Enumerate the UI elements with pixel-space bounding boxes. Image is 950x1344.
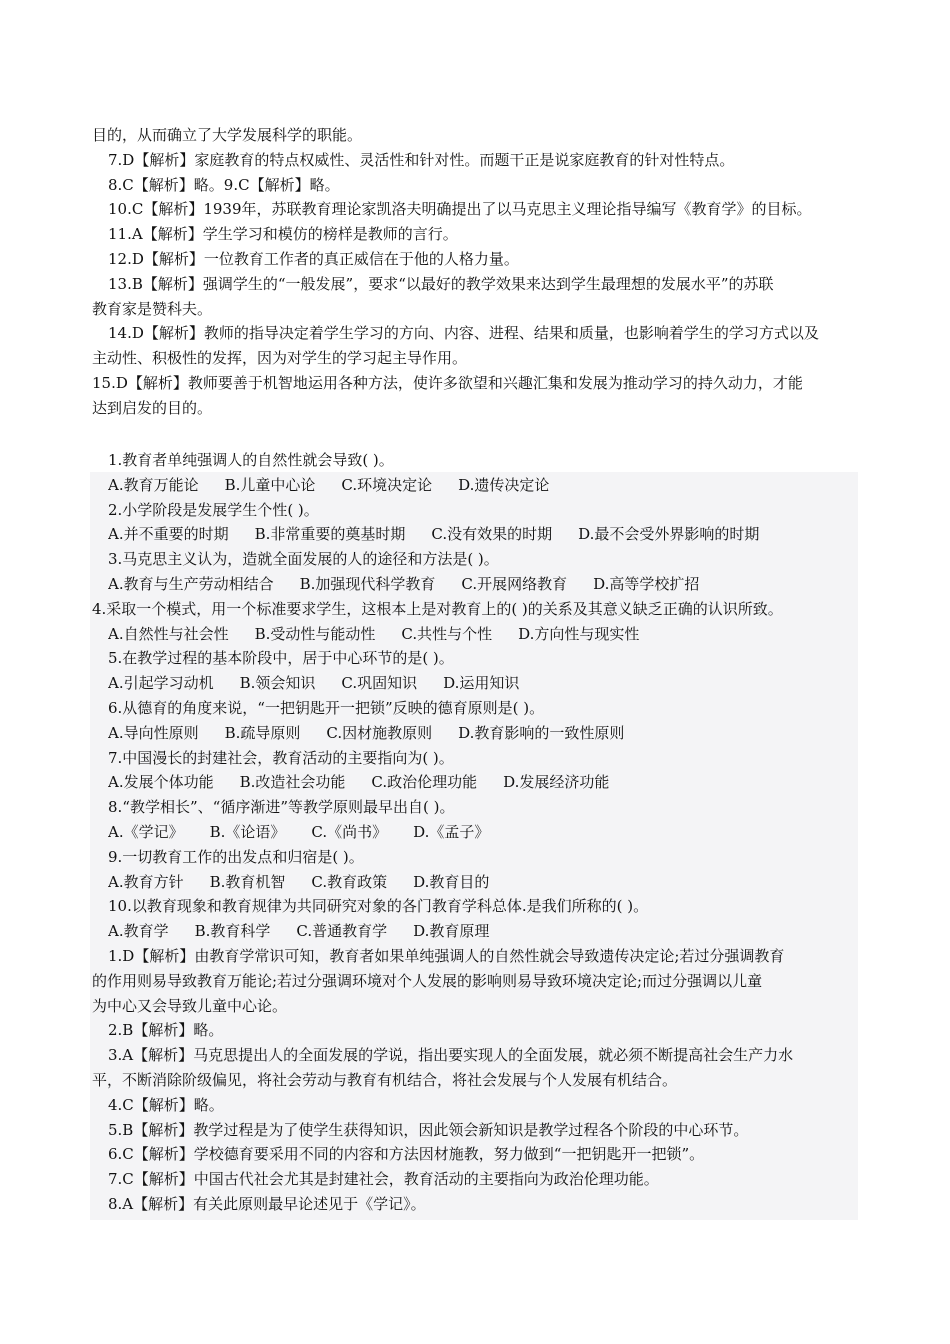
answer-line-top-6: 13.B【解析】强调学生的“一般发展”，要求“以最好的教学效果来达到学生最理想的发展水平”的苏联 (108, 275, 774, 293)
answer-line-top-8: 14.D【解析】教师的指导决定着学生学习的方向、内容、进程、结果和质量，也影响着学生的学习方式以及 (108, 324, 819, 342)
option-B: B.教育科学 (194, 922, 271, 940)
option-B: B.疏导原则 (224, 724, 301, 742)
option-B: B.加强现代科学教育 (299, 575, 436, 593)
option-A: A.教育学 (108, 922, 169, 940)
answer-line-bottom-10: 8.A【解析】有关此原则最早论述见于《学记》。 (108, 1195, 426, 1213)
answer-line-top-4: 11.A【解析】学生学习和模仿的榜样是教师的言行。 (108, 225, 458, 243)
answer-line-bottom-0: 1.D【解析】由教育学常识可知，教育者如果单纯强调人的自然性就会导致遗传决定论;若过分强调教育 (108, 947, 785, 965)
option-C: C.《尚书》 (311, 823, 388, 841)
option-C: C.政治伦理功能 (371, 773, 478, 791)
answer-line-top-2: 8.C【解析】略。9.C【解析】略。 (108, 176, 340, 194)
option-C: C.因材施教原则 (326, 724, 433, 742)
question-2-options (108, 522, 860, 546)
question-4: 4.采取一个模式，用一个标准要求学生，这根本上是对教育上的( )的关系及其意义缺乏正确的认识所致。 (92, 600, 783, 618)
option-B: B.非常重要的奠基时期 (254, 525, 406, 543)
answer-line-top-3: 10.C【解析】1939年，苏联教育理论家凯洛夫明确提出了以马克思主义理论指导编写《教育学》的目标。 (108, 200, 812, 218)
answer-line-bottom-7: 5.B【解析】教学过程是为了使学生获得知识，因此领会新知识是教学过程各个阶段的中心环节。 (108, 1121, 749, 1139)
question-6: 6.从德育的角度来说，“一把钥匙开一把锁”反映的德育原则是( )。 (108, 699, 545, 717)
option-A: A.引起学习动机 (108, 674, 214, 692)
answer-line-top-11: 达到启发的目的。 (92, 399, 213, 417)
option-B: B.改造社会功能 (239, 773, 346, 791)
answer-line-top-5: 12.D【解析】一位教育工作者的真正威信在于他的人格力量。 (108, 250, 519, 268)
question-9: 9.一切教育工作的出发点和归宿是( )。 (108, 848, 364, 866)
option-D: D.教育影响的一致性原则 (458, 724, 625, 742)
question-1: 1.教育者单纯强调人的自然性就会导致( )。 (108, 451, 394, 469)
option-D: D.运用知识 (443, 674, 520, 692)
question-5: 5.在教学过程的基本阶段中，居于中心环节的是( )。 (108, 649, 454, 667)
answer-line-top-7: 教育家是赞科夫。 (92, 300, 213, 318)
option-A: A.并不重要的时期 (108, 525, 229, 543)
option-C: C.没有效果的时期 (431, 525, 553, 543)
option-A: A.教育方针 (108, 873, 184, 891)
option-B: B.领会知识 (239, 674, 316, 692)
answer-line-bottom-5: 平，不断消除阶级偏见，将社会劳动与教育有机结合，将社会发展与个人发展有机结合。 (92, 1071, 678, 1089)
option-D: D.发展经济功能 (503, 773, 610, 791)
question-1-options (108, 473, 860, 497)
option-C: C.共性与个性 (401, 625, 493, 643)
option-C: C.巩固知识 (341, 674, 418, 692)
answer-line-bottom-6: 4.C【解析】略。 (108, 1096, 224, 1114)
option-C: C.普通教育学 (296, 922, 388, 940)
answer-line-bottom-8: 6.C【解析】学校德育要采用不同的内容和方法因材施教，努力做到“一把钥匙开一把锁”。 (108, 1145, 705, 1163)
question-8-options (108, 820, 860, 844)
question-6-options (108, 721, 860, 745)
question-4-options (108, 622, 860, 646)
option-D: D.高等学校扩招 (593, 575, 700, 593)
option-A: A.教育与生产劳动相结合 (108, 575, 274, 593)
question-10: 10.以教育现象和教育规律为共同研究对象的各门教育学科总体.是我们所称的( )。 (108, 897, 649, 915)
option-B: B.受动性与能动性 (254, 625, 376, 643)
option-B: B.教育机智 (209, 873, 286, 891)
option-A: A.自然性与社会性 (108, 625, 229, 643)
question-7-options (108, 770, 860, 794)
answer-line-top-10: 15.D【解析】教师要善于机智地运用各种方法，使许多欲望和兴趣汇集和发展为推动学习的持久动力，才能 (92, 374, 803, 392)
question-3-options (108, 572, 860, 596)
question-10-options (108, 919, 860, 943)
option-A: A.发展个体功能 (108, 773, 214, 791)
answer-line-top-1: 7.D【解析】家庭教育的特点权威性、灵活性和针对性。而题干正是说家庭教育的针对性特点。 (108, 151, 735, 169)
option-D: D.《孟子》 (413, 823, 490, 841)
answer-line-top-0: 目的，从而确立了大学发展科学的职能。 (92, 126, 363, 144)
option-A: A.《学记》 (108, 823, 184, 841)
option-D: D.遗传决定论 (458, 476, 550, 494)
answer-line-bottom-4: 3.A【解析】马克思提出人的全面发展的学说，指出要实现人的全面发展，就必须不断提高社会生产力水 (108, 1046, 794, 1064)
answer-line-top-9: 主动性、积极性的发挥，因为对学生的学习起主导作用。 (92, 349, 468, 367)
answer-line-bottom-9: 7.C【解析】中国古代社会尤其是封建社会，教育活动的主要指向为政治伦理功能。 (108, 1170, 659, 1188)
option-A: A.教育万能论 (108, 476, 199, 494)
option-D: D.教育目的 (413, 873, 490, 891)
option-D: D.教育原理 (413, 922, 490, 940)
question-8: 8.“教学相长”、“循序渐进”等教学原则最早出自( )。 (108, 798, 455, 816)
question-5-options (108, 671, 860, 695)
answer-line-bottom-1: 的作用则易导致教育万能论;若过分强调环境对个人发展的影响则易导致环境决定论;而过分强调以儿童 (92, 972, 763, 990)
question-9-options (108, 870, 860, 894)
answer-line-bottom-3: 2.B【解析】略。 (108, 1021, 224, 1039)
option-C: C.教育政策 (311, 873, 388, 891)
option-C: C.环境决定论 (341, 476, 433, 494)
question-2: 2.小学阶段是发展学生个性( )。 (108, 501, 319, 519)
option-D: D.方向性与现实性 (518, 625, 640, 643)
option-C: C.开展网络教育 (461, 575, 568, 593)
answer-line-bottom-2: 为中心又会导致儿童中心论。 (92, 997, 288, 1015)
option-B: B.儿童中心论 (224, 476, 316, 494)
question-7: 7.中国漫长的封建社会，教育活动的主要指向为( )。 (108, 749, 454, 767)
option-D: D.最不会受外界影响的时期 (578, 525, 760, 543)
option-A: A.导向性原则 (108, 724, 199, 742)
option-B: B.《论语》 (209, 823, 286, 841)
question-3: 3.马克思主义认为，造就全面发展的人的途径和方法是( )。 (108, 550, 499, 568)
